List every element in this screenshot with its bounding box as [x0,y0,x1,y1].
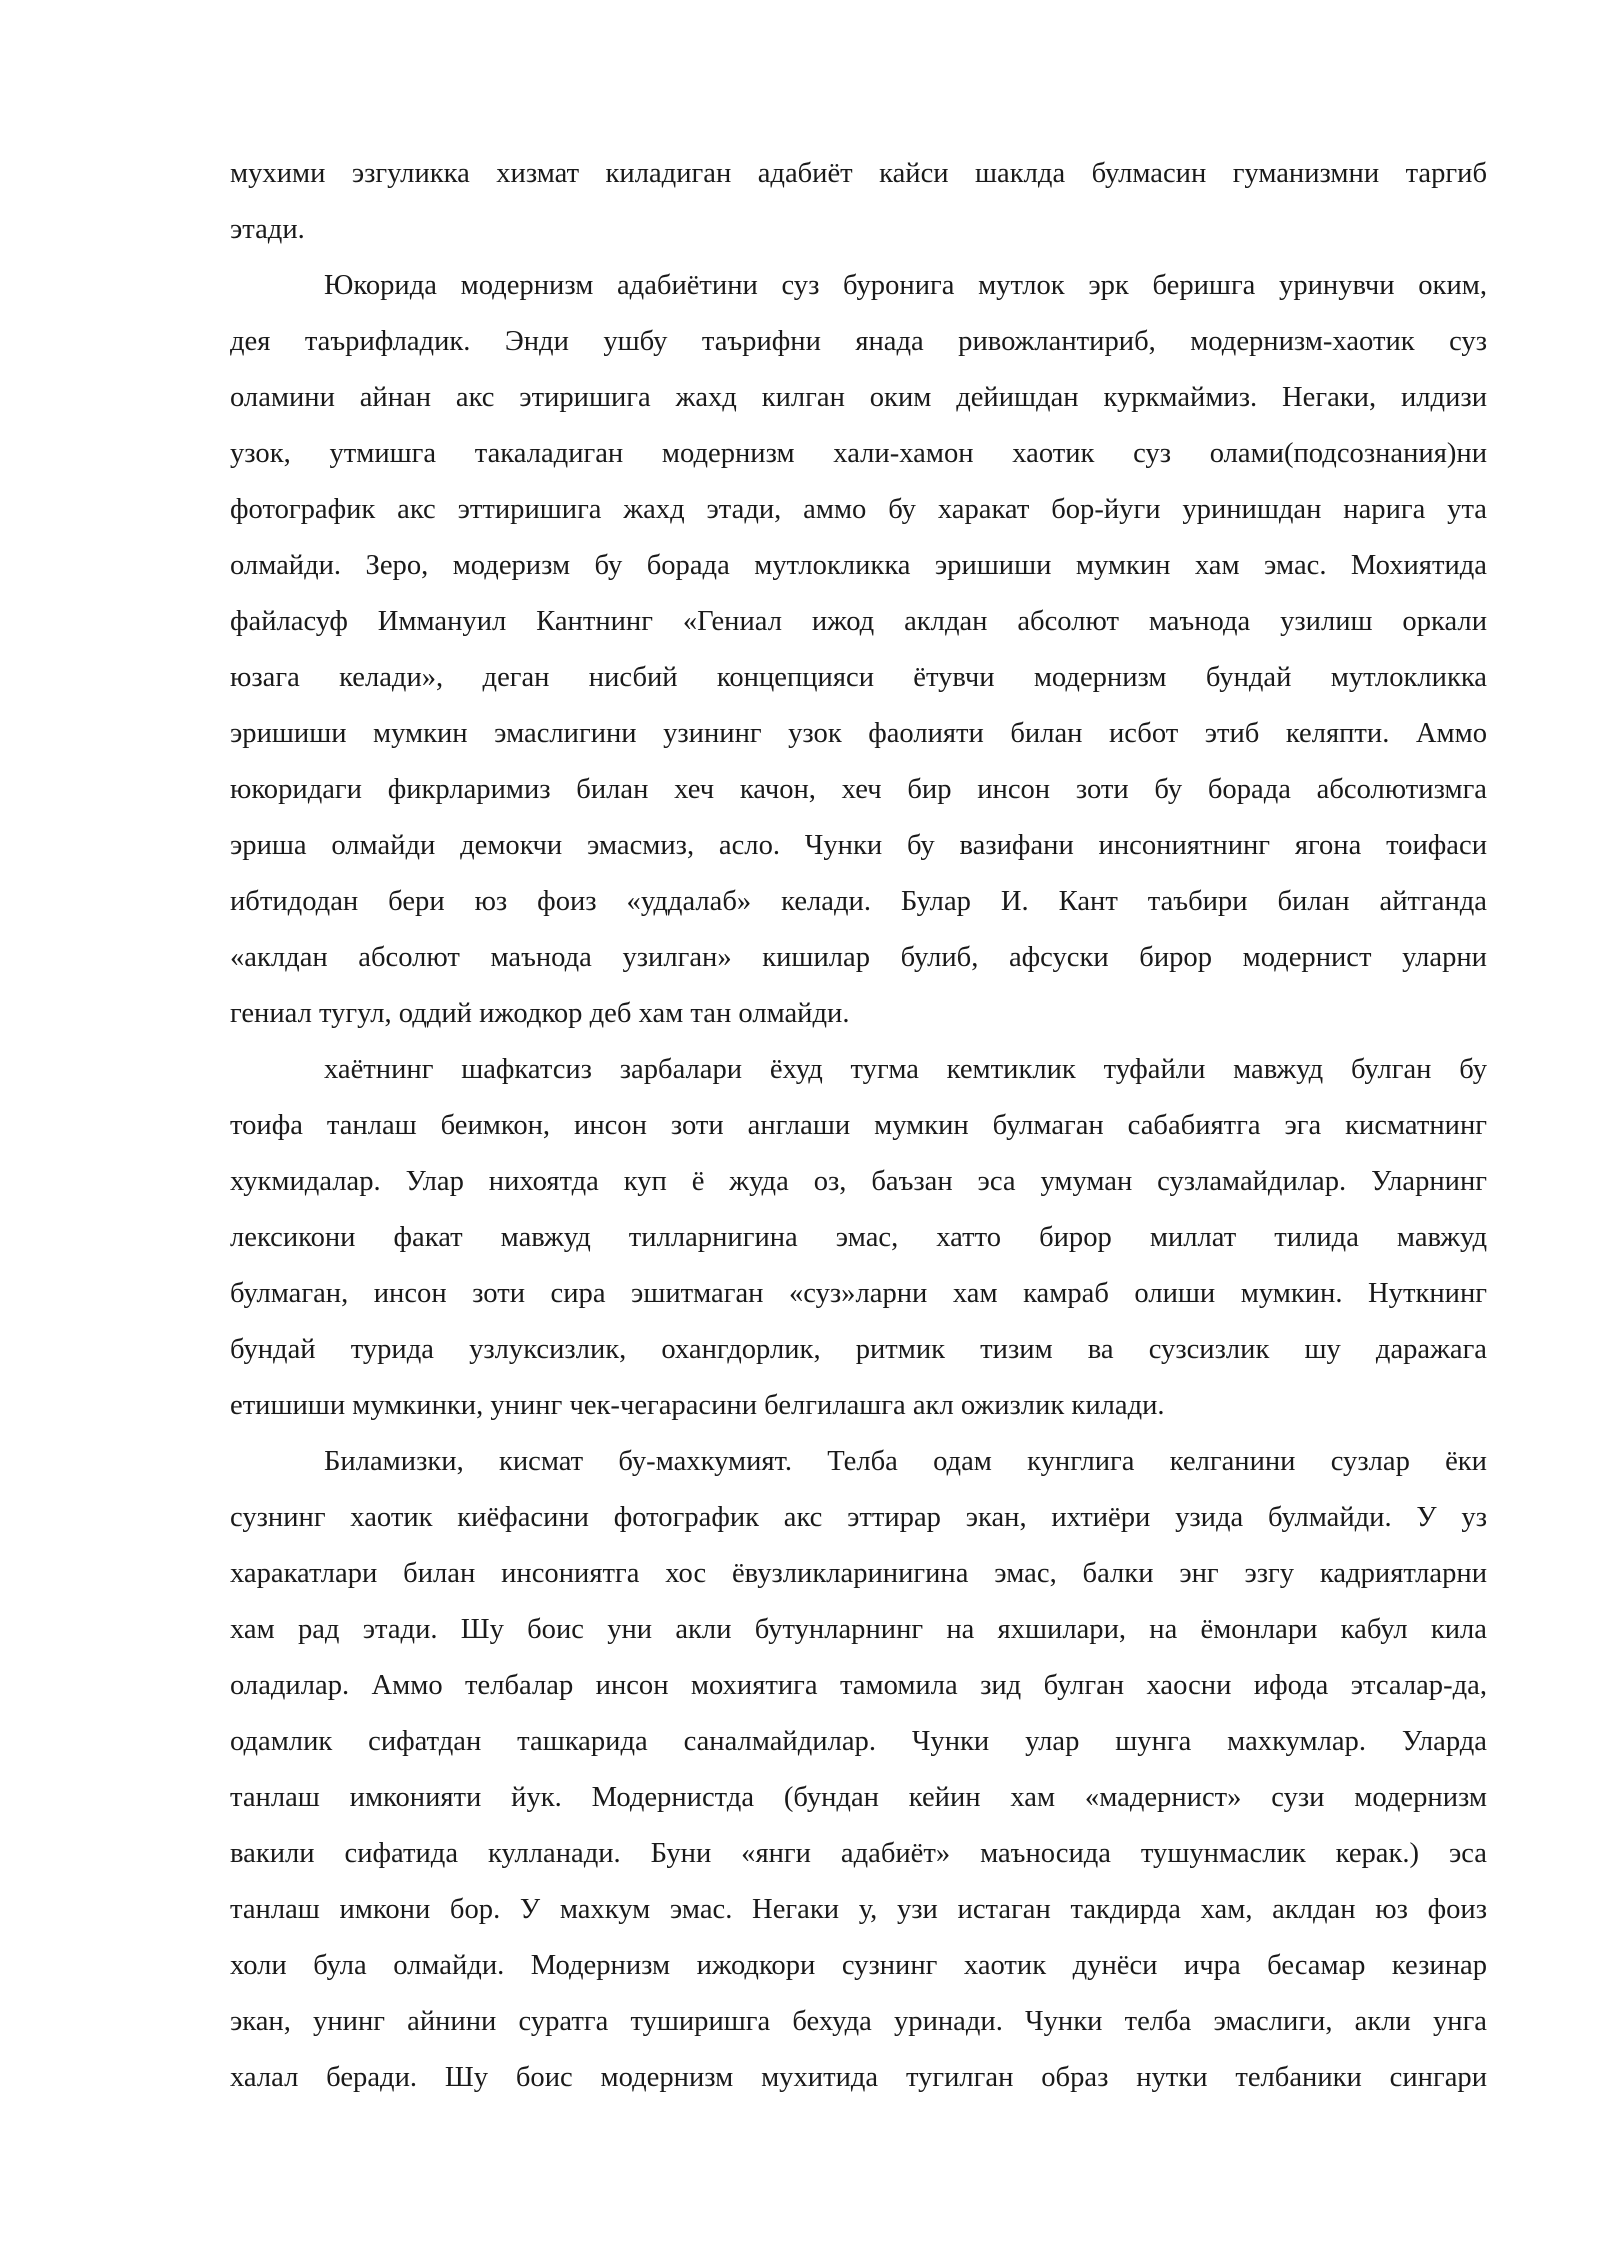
paragraph [230,258,1487,1042]
text-line: файласуф Иммануил Кантнинг «Гениал ижод аклдан абсолют маънода узилиш оркали [230,606,1487,637]
text-line: харакатлари билан инсониятга хос ёвузликларинигина эмас, балки энг эзгу кадриятларни [230,1558,1487,1589]
text-line: булмаган, инсон зоти сира эшитмаган «суз»ларни хам камраб олиши мумкин. Нуткнинг [230,1278,1487,1309]
text-line: Юкорида модернизм адабиётини суз буронига мутлок эрк беришга уринувчи оким, [324,270,1487,301]
paragraph [230,146,1487,258]
text-line: гениал тугул, оддий ижодкор деб хам тан олмайди. [230,998,850,1029]
text-line: бундай турида узлуксизлик, охангдорлик, ритмик тизим ва сузсизлик шу даражага [230,1334,1487,1365]
text-line: танлаш имкони бор. У махкум эмас. Негаки у, узи истаган такдирда хам, аклдан юз фоиз [230,1894,1487,1925]
text-line: юкоридаги фикрларимиз билан хеч качон, хеч бир инсон зоти бу борада абсолютизмга [230,774,1487,805]
text-line: эриша олмайди демокчи эмасмиз, асло. Чунки бу вазифани инсониятнинг ягона тоифаси [230,830,1487,861]
text-line: экан, унинг айнини суратга туширишга бехуда уринади. Чунки телба эмаслиги, акли унга [230,2006,1487,2037]
text-line: оламини айнан акс этиришига жахд килган оким дейишдан куркмаймиз. Негаки, илдизи [230,382,1487,413]
text-line: сузнинг хаотик киёфасини фотографик акс эттирар экан, ихтиёри узида булмайди. У уз [230,1502,1487,1533]
text-line: етишиши мумкинки, унинг чек-чегарасини белгилашга акл ожизлик килади. [230,1390,1165,1421]
text-line: вакили сифатида кулланади. Буни «янги адабиёт» маъносида тушунмаслик керак.) эса [230,1838,1487,1869]
text-line: танлаш имконияти йук. Модернистда (бундан кейин хам «мадернист» сузи модернизм [230,1782,1487,1813]
text-line: тоифа танлаш беимкон, инсон зоти англаши мумкин булмаган сабабиятга эга кисматнинг [230,1110,1487,1141]
paragraph [230,1434,1487,2106]
paragraph [230,1042,1487,1434]
text-line: ибтидодан бери юз фоиз «уддалаб» келади. Булар И. Кант таъбири билан айтганда [230,886,1487,917]
text-line: узок, утмишга такаладиган модернизм хали-хамон хаотик суз олами(подсознания)ни [230,438,1487,469]
text-line: дея таърифладик. Энди ушбу таърифни янада ривожлантириб, модернизм-хаотик суз [230,326,1487,357]
text-line: хукмидалар. Улар нихоятда куп ё жуда оз, баъзан эса умуман сузламайдилар. Уларнинг [230,1166,1487,1197]
text-line: оладилар. Аммо телбалар инсон мохиятига тамомила зид булган хаосни ифода этсалар-да, [230,1670,1487,1701]
text-line: Биламизки, кисмат бу-махкумият. Телба одам кунглига келганини сузлар ёки [324,1446,1487,1477]
text-line: юзага келади», деган нисбий концепцияси ётувчи модернизм бундай мутлокликка [230,662,1487,693]
document-body [230,146,1487,2106]
text-line: олмайди. Зеро, модеризм бу борада мутлокликка эришиши мумкин хам эмас. Мохиятида [230,550,1487,581]
text-line: «аклдан абсолют маънода узилган» кишилар булиб, афсуски бирор модернист уларни [230,942,1487,973]
text-line: хам рад этади. Шу боис уни акли бутунларнинг на яхшилари, на ёмонлари кабул кила [230,1614,1487,1645]
text-line: одамлик сифатдан ташкарида саналмайдилар. Чунки улар шунга махкумлар. Уларда [230,1726,1487,1757]
text-line: мухими эзгуликка хизмат киладиган адабиёт кайси шаклда булмасин гуманизмни таргиб [230,158,1487,189]
text-line: фотографик акс эттиришига жахд этади, аммо бу харакат бор-йуги уринишдан нарига ута [230,494,1487,525]
text-line: лексикони факат мавжуд тилларнигина эмас, хатто бирор миллат тилида мавжуд [230,1222,1487,1253]
text-line: эришиши мумкин эмаслигини узининг узок фаолияти билан исбот этиб келяпти. Аммо [230,718,1487,749]
text-line: этади. [230,214,305,245]
text-line: хаётнинг шафкатсиз зарбалари ёхуд тугма кемтиклик туфайли мавжуд булган бу [324,1054,1487,1085]
text-line: халал беради. Шу боис модернизм мухитида тугилган образ нутки телбаники сингари [230,2062,1487,2093]
text-line: холи була олмайди. Модернизм ижодкори сузнинг хаотик дунёси ичра бесамар кезинар [230,1950,1487,1981]
